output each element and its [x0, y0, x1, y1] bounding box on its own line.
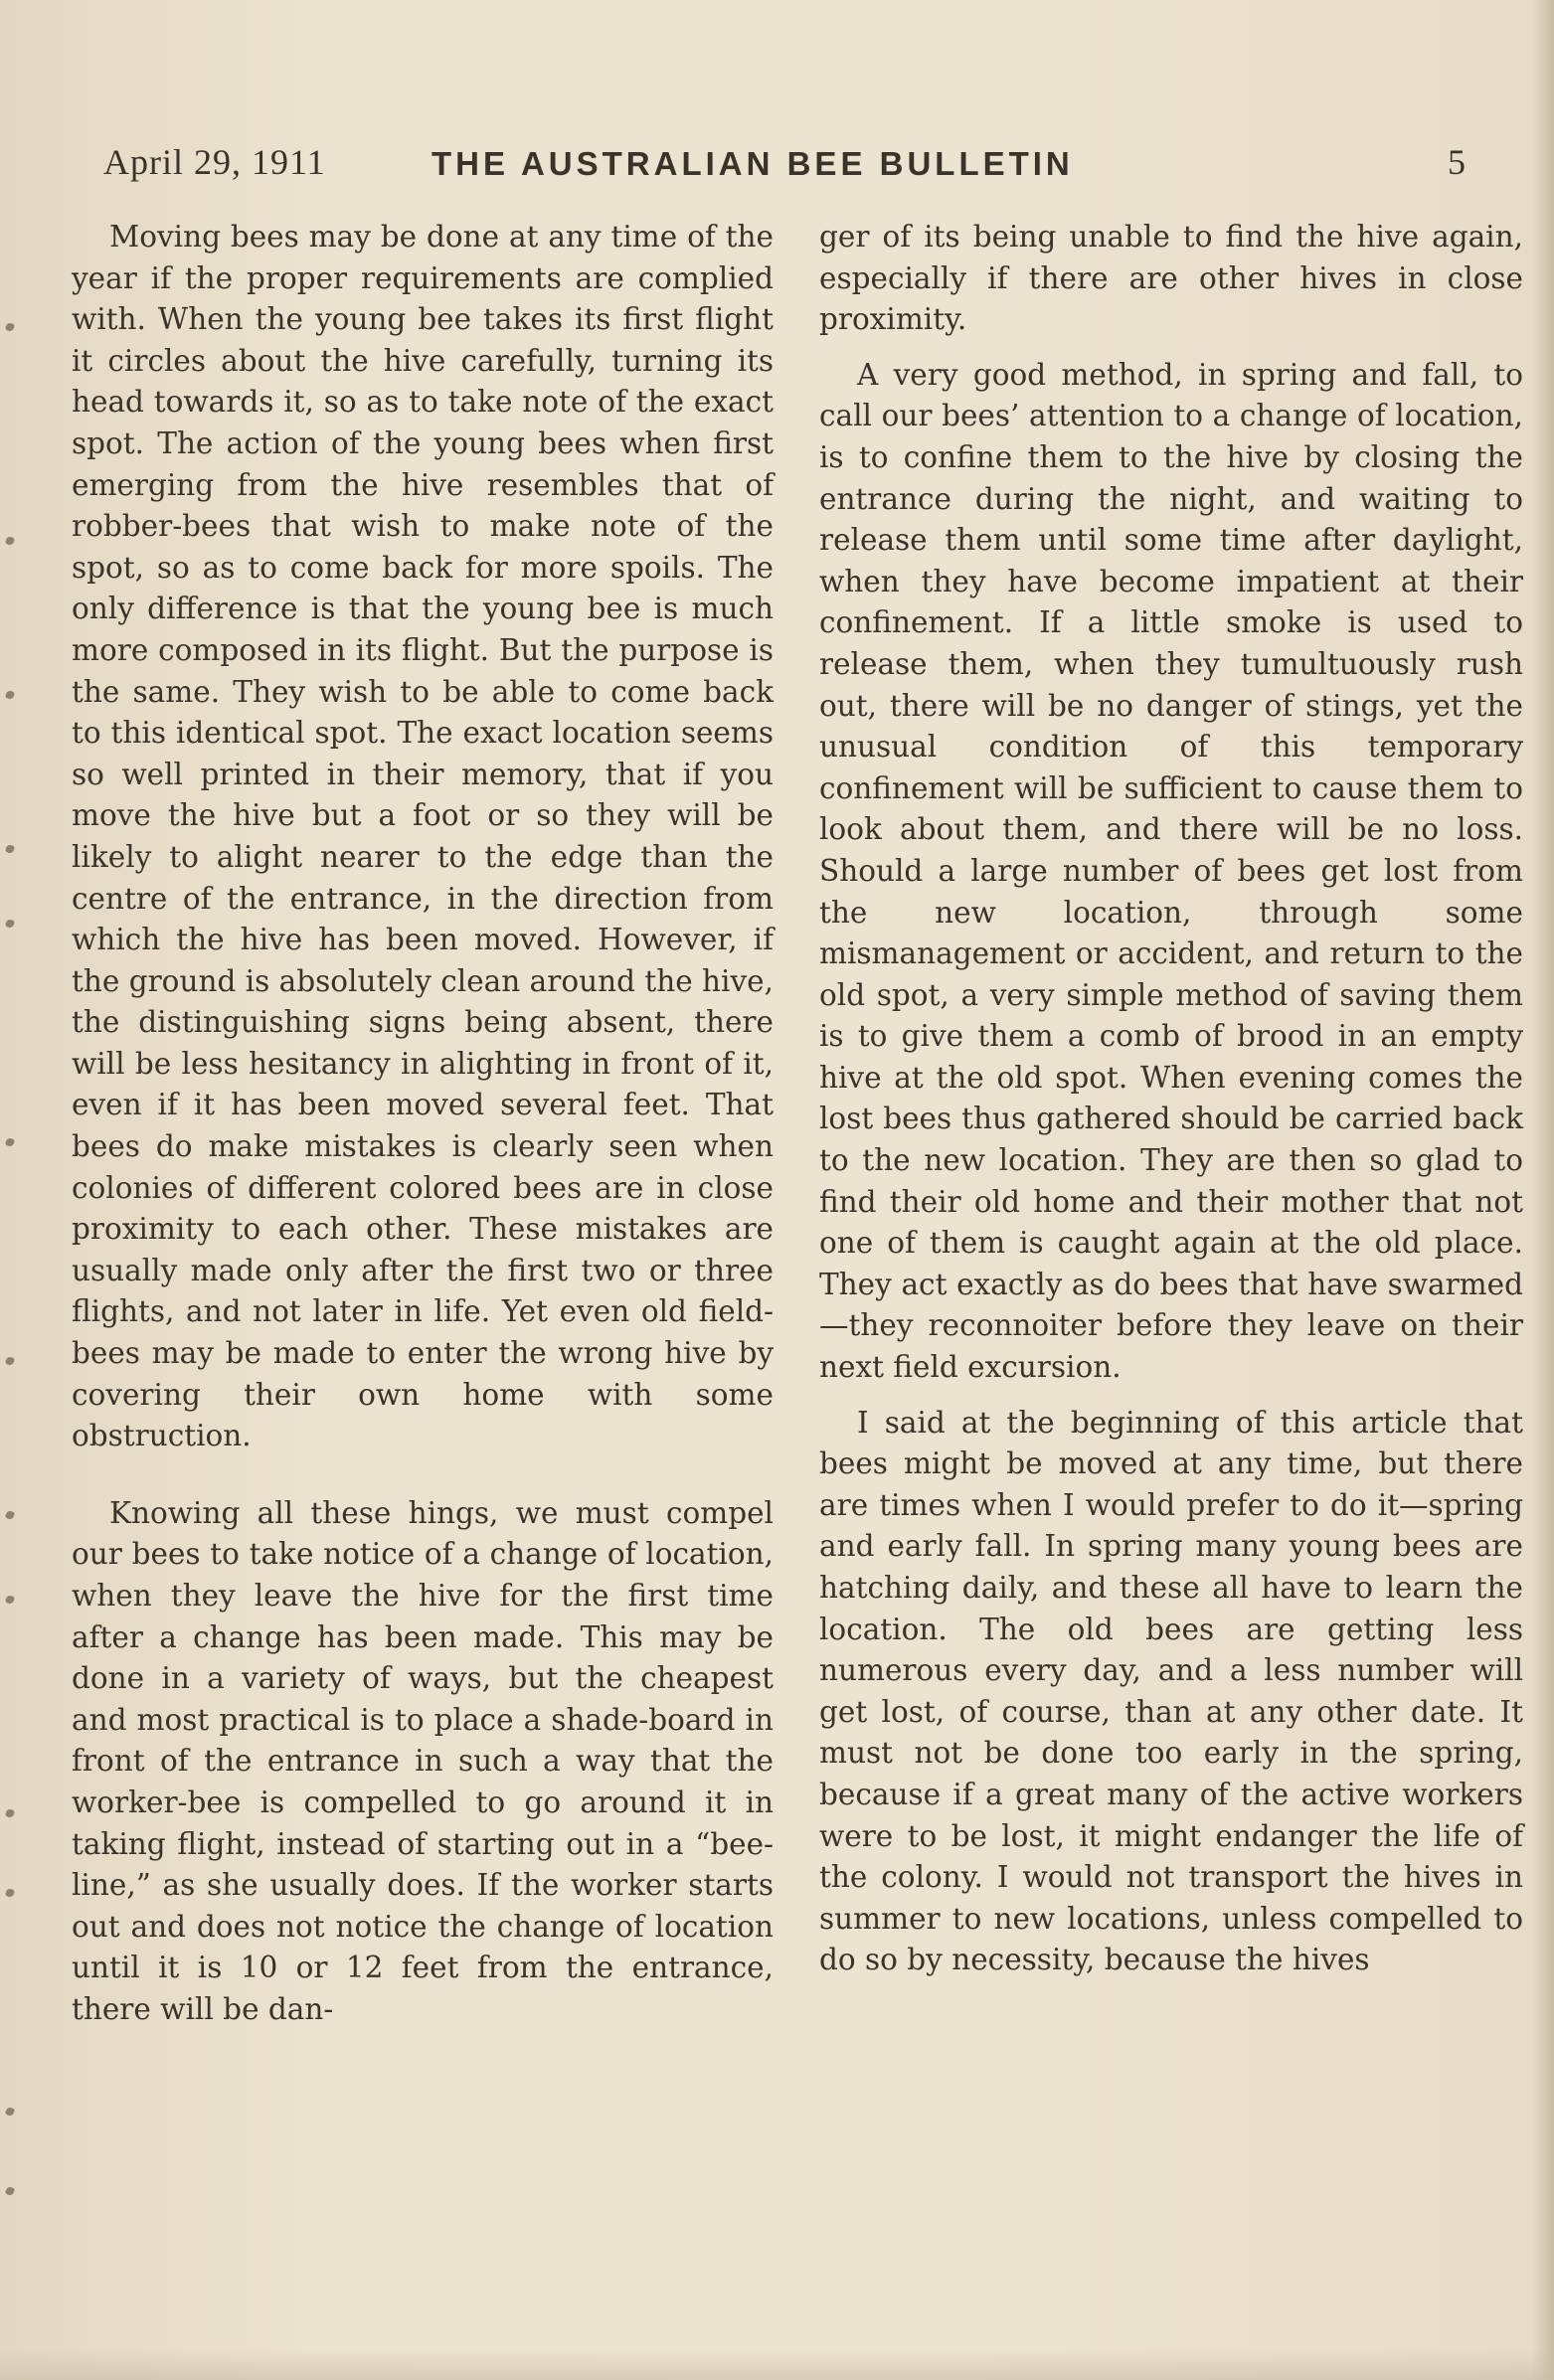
- page-bottom-edge: [0, 2350, 1554, 2380]
- right-column: [819, 217, 1523, 1981]
- binding-hole-mark: [5, 844, 15, 854]
- binding-hole-mark: [5, 1356, 15, 1366]
- binding-hole-mark: [5, 2107, 15, 2117]
- left-paragraph-1: Moving bees may be done at any time of the year if the proper requirements are complied with. When the young bee takes its first flight it circles about the hive carefully, turning its head towards it, so as to take note of the exact spot. The action of the young bees when first emerging from the hive resembles that of robber-bees that wish to make note of the spot, so as to come back for more spoils. The only difference is that the young bee is much more composed in its flight. But the purpose is the same. They wish to be able to come back to this identical spot. The exact location seems so well printed in their memory, that if you move the hive but a foot or so they will be likely to alight nearer to the edge than the centre of the entrance, in the direction from which the hive has been moved. However, if the ground is absolutely clean around the hive, the distinguishing signs being absent, there will be less hesitancy in alighting in front of it, even if it has been moved several feet. That bees do make mistakes is clearly seen when colonies of different colored bees are in close proximity to each other. These mistakes are usually made only after the first two or three flights, and not later in life. Yet even old field-bees may be made to enter the wrong hive by covering their own home with some obstruction.: [72, 220, 774, 1453]
- binding-hole-mark: [5, 690, 15, 700]
- binding-hole-mark: [5, 1510, 15, 1520]
- binding-hole-mark: [5, 1888, 15, 1898]
- right-paragraph-1: ger of its being unable to find the hive again, especially if there are other hives in close proximity.: [819, 220, 1523, 337]
- binding-hole-mark: [5, 536, 15, 546]
- header-page-number: 5: [1448, 142, 1466, 182]
- header-title: THE AUSTRALIAN BEE BULLETIN: [432, 145, 1074, 182]
- binding-hole-mark: [5, 1808, 15, 1818]
- right-paragraph-2: A very good method, in spring and fall, to call our bees’ attention to a change of location, is to confine them to the hive by closing the entrance during the night, and waiting to release them until some time after daylight, when they have become impatient at their confinement. If a little smoke is used to release them, when they tumultuously rush out, there will be no danger of stings, yet the unusual condition of this temporary confinement will be sufficient to cause them to look about them, and there will be no loss. Should a large number of bees get lost from the new location, through some mismanagement or accident, and return to the old spot, a very simple method of saving them is to give them a comb of brood in an empty hive at the old spot. When evening comes the lost bees thus gathered should be carried back to the new location. They are then so glad to find their old home and their mother that not one of them is caught again at the old place. They act exactly as do bees that have swarmed—they reconnoiter before they leave on their next field excursion.: [819, 357, 1523, 1385]
- page-edge-shadow: [1532, 0, 1554, 2380]
- binding-hole-mark: [5, 919, 15, 929]
- page-header: [103, 141, 1466, 191]
- header-date: April 29, 1911: [103, 142, 326, 182]
- binding-hole-mark: [5, 322, 15, 332]
- left-column: [72, 217, 774, 2031]
- left-paragraph-2: Knowing all these hings, we must compel our bees to take notice of a change of location, when they leave the hive for the first time after a change has been made. This may be done in a variety of ways, but the cheapest and most practical is to place a shade-board in front of the entrance in such a way that the worker-bee is compelled to go around it in taking flight, instead of starting out in a “bee-line,” as she usually does. If the worker starts out and does not notice the change of location until it is 10 or 12 feet from the entrance, there will be dan-: [72, 1495, 774, 2026]
- binding-hole-mark: [5, 2186, 15, 2196]
- binding-hole-mark: [5, 1595, 15, 1605]
- binding-hole-mark: [5, 1137, 15, 1147]
- right-paragraph-3: I said at the beginning of this article that bees might be moved at any time, but there are times when I would prefer to do it—spring and early fall. In spring many young bees are hatching daily, and these all have to learn the location. The old bees are getting less numerous every day, and a less number will get lost, of course, than at any other date. It must not be done too early in the spring, because if a great many of the active workers were to be lost, it might endanger the life of the colony. I would not transport the hives in summer to new locations, unless compelled to do so by necessity, because the hives: [819, 1405, 1523, 1977]
